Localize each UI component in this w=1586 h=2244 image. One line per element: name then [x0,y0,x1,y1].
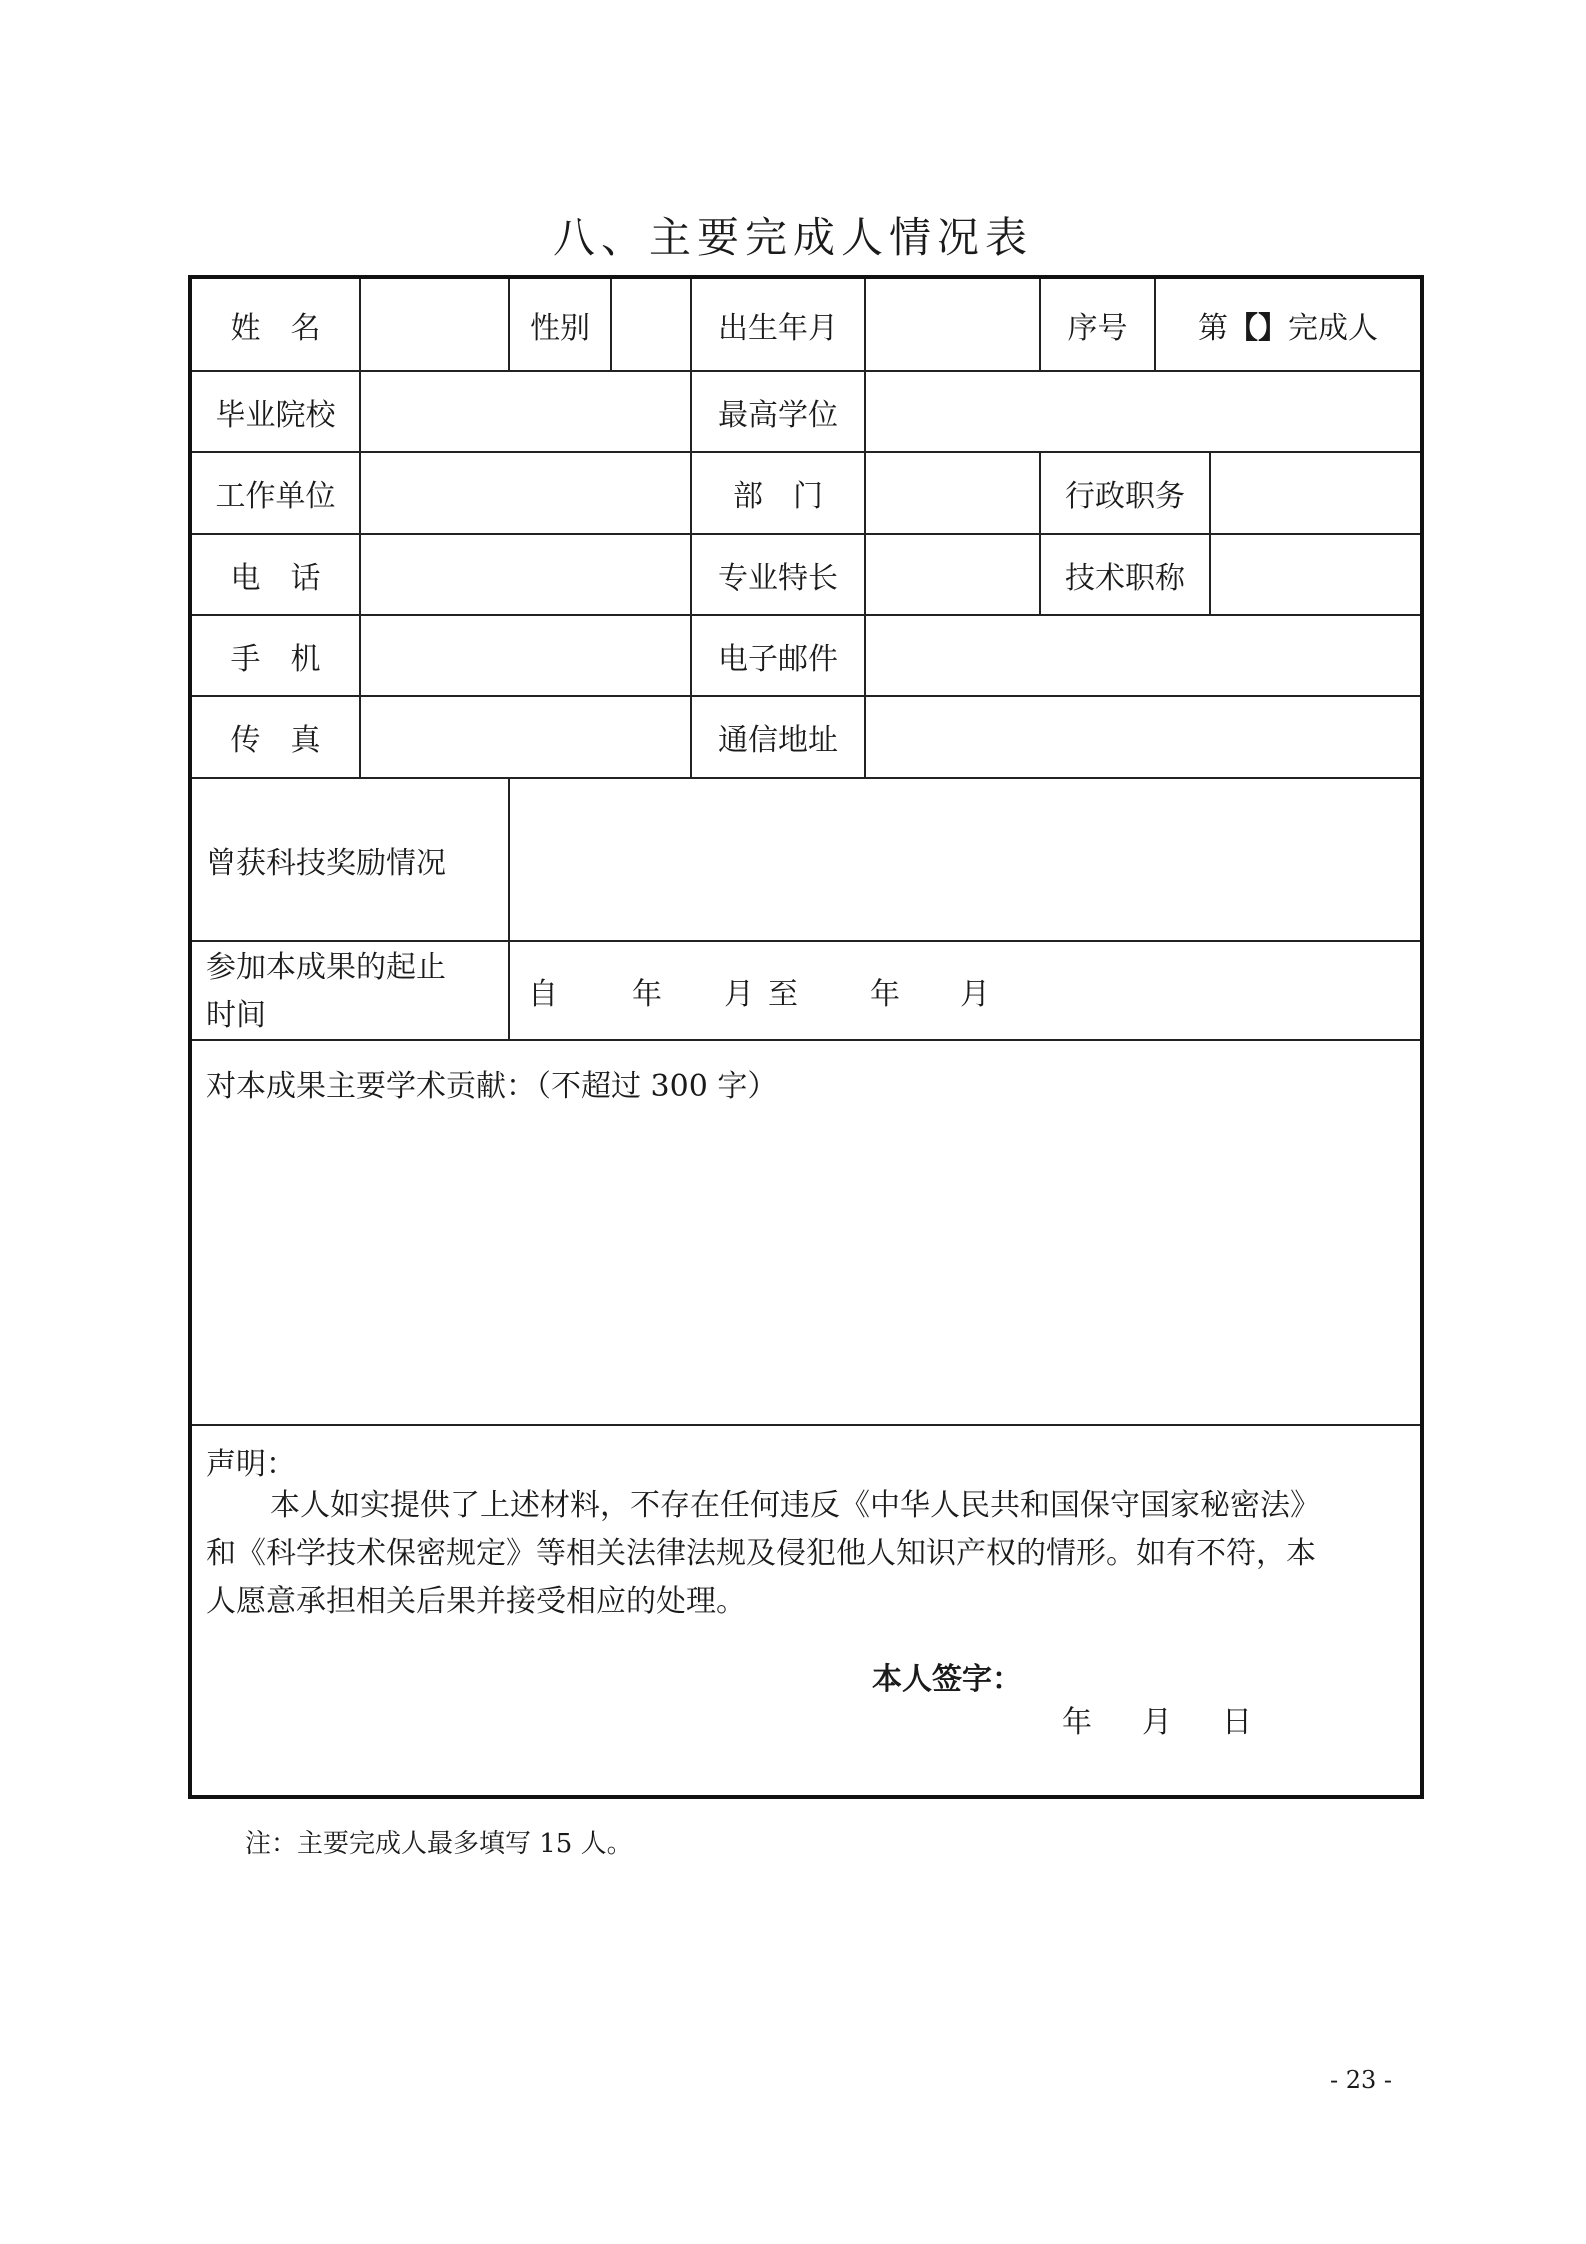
order-suffix: 完成人 [1288,310,1378,346]
employer-field[interactable] [361,453,690,533]
page-title: 八、主要完成人情况表 [552,213,1033,262]
order-bracket-open: 【 [1228,310,1258,346]
period-to: 至 [768,976,798,1012]
mobile-field[interactable] [361,616,690,695]
order-bracket-close: 】 [1258,310,1288,346]
period-label-line2: 时间 [206,998,266,1033]
department-field[interactable] [866,453,1039,533]
address-field[interactable] [866,697,1420,777]
signature-date-day: 日 [1222,1705,1252,1740]
awards-label: 曾获科技奖励情况 [206,845,446,881]
phone-field[interactable] [361,535,690,614]
signature-field[interactable] [1012,1644,1392,1694]
row-divider [192,1424,1420,1426]
address-label: 通信地址 [718,723,838,758]
admin-post-field[interactable] [1211,453,1420,533]
contribution-label: 对本成果主要学术贡献：（不超过 300 字） [206,1069,778,1104]
awards-field[interactable] [510,779,1420,940]
order-label: 序号 [1067,310,1128,346]
footnote: 注：主要完成人最多填写 15 人。 [245,1829,633,1859]
main-completer-form [188,275,1424,1799]
contribution-field[interactable] [192,1109,1420,1424]
employer-label: 工作单位 [215,479,336,514]
phone-label: 电 话 [230,560,321,596]
declaration-line: 本人如实提供了上述材料，不存在任何违反《中华人民共和国保守国家秘密法》 [270,1488,1320,1523]
period-year2: 年 [870,976,900,1012]
signature-label: 本人签字： [872,1662,1022,1697]
email-label: 电子邮件 [718,641,838,677]
gender-label: 性别 [530,310,590,346]
email-field[interactable] [866,616,1420,695]
specialty-field[interactable] [866,535,1039,614]
order-prefix: 第 [1198,310,1228,346]
period-label [206,944,506,1040]
signature-date-year: 年 [1062,1705,1092,1740]
period-month2: 月 [960,976,990,1012]
tech-title-field[interactable] [1211,535,1420,614]
order-field[interactable] [1156,279,1420,370]
birth-date-label: 出生年月 [718,310,838,346]
specialty-label: 专业特长 [718,560,838,596]
school-label: 毕业院校 [215,397,336,433]
fax-label: 传 真 [230,723,321,758]
birth-date-field[interactable] [866,279,1039,370]
degree-label: 最高学位 [718,397,838,433]
gender-field[interactable] [612,279,690,370]
declaration-body [206,1482,1411,1626]
admin-post-label: 行政职务 [1065,479,1185,514]
declaration-line: 人愿意承担相关后果并接受相应的处理。 [206,1584,746,1619]
page-number: - 23 - [1330,2066,1393,2094]
degree-field[interactable] [866,372,1420,451]
school-field[interactable] [361,372,690,451]
period-label-line1: 参加本成果的起止 [206,950,446,985]
name-field[interactable] [361,279,508,370]
department-label: 部 门 [733,479,823,514]
tech-title-label: 技术职称 [1065,560,1185,596]
name-label: 姓 名 [230,310,321,346]
period-month1: 月 [724,976,754,1012]
declaration-heading: 声明： [206,1447,296,1482]
declaration-line: 和《科学技术保密规定》等相关法律法规及侵犯他人知识产权的情形。如有不符，本 [206,1536,1316,1571]
mobile-label: 手 机 [230,641,321,677]
period-year1: 年 [632,976,662,1012]
period-from: 自 [528,976,558,1012]
signature-date-month: 月 [1142,1705,1172,1740]
fax-field[interactable] [361,697,690,777]
period-field[interactable] [510,942,1420,1039]
